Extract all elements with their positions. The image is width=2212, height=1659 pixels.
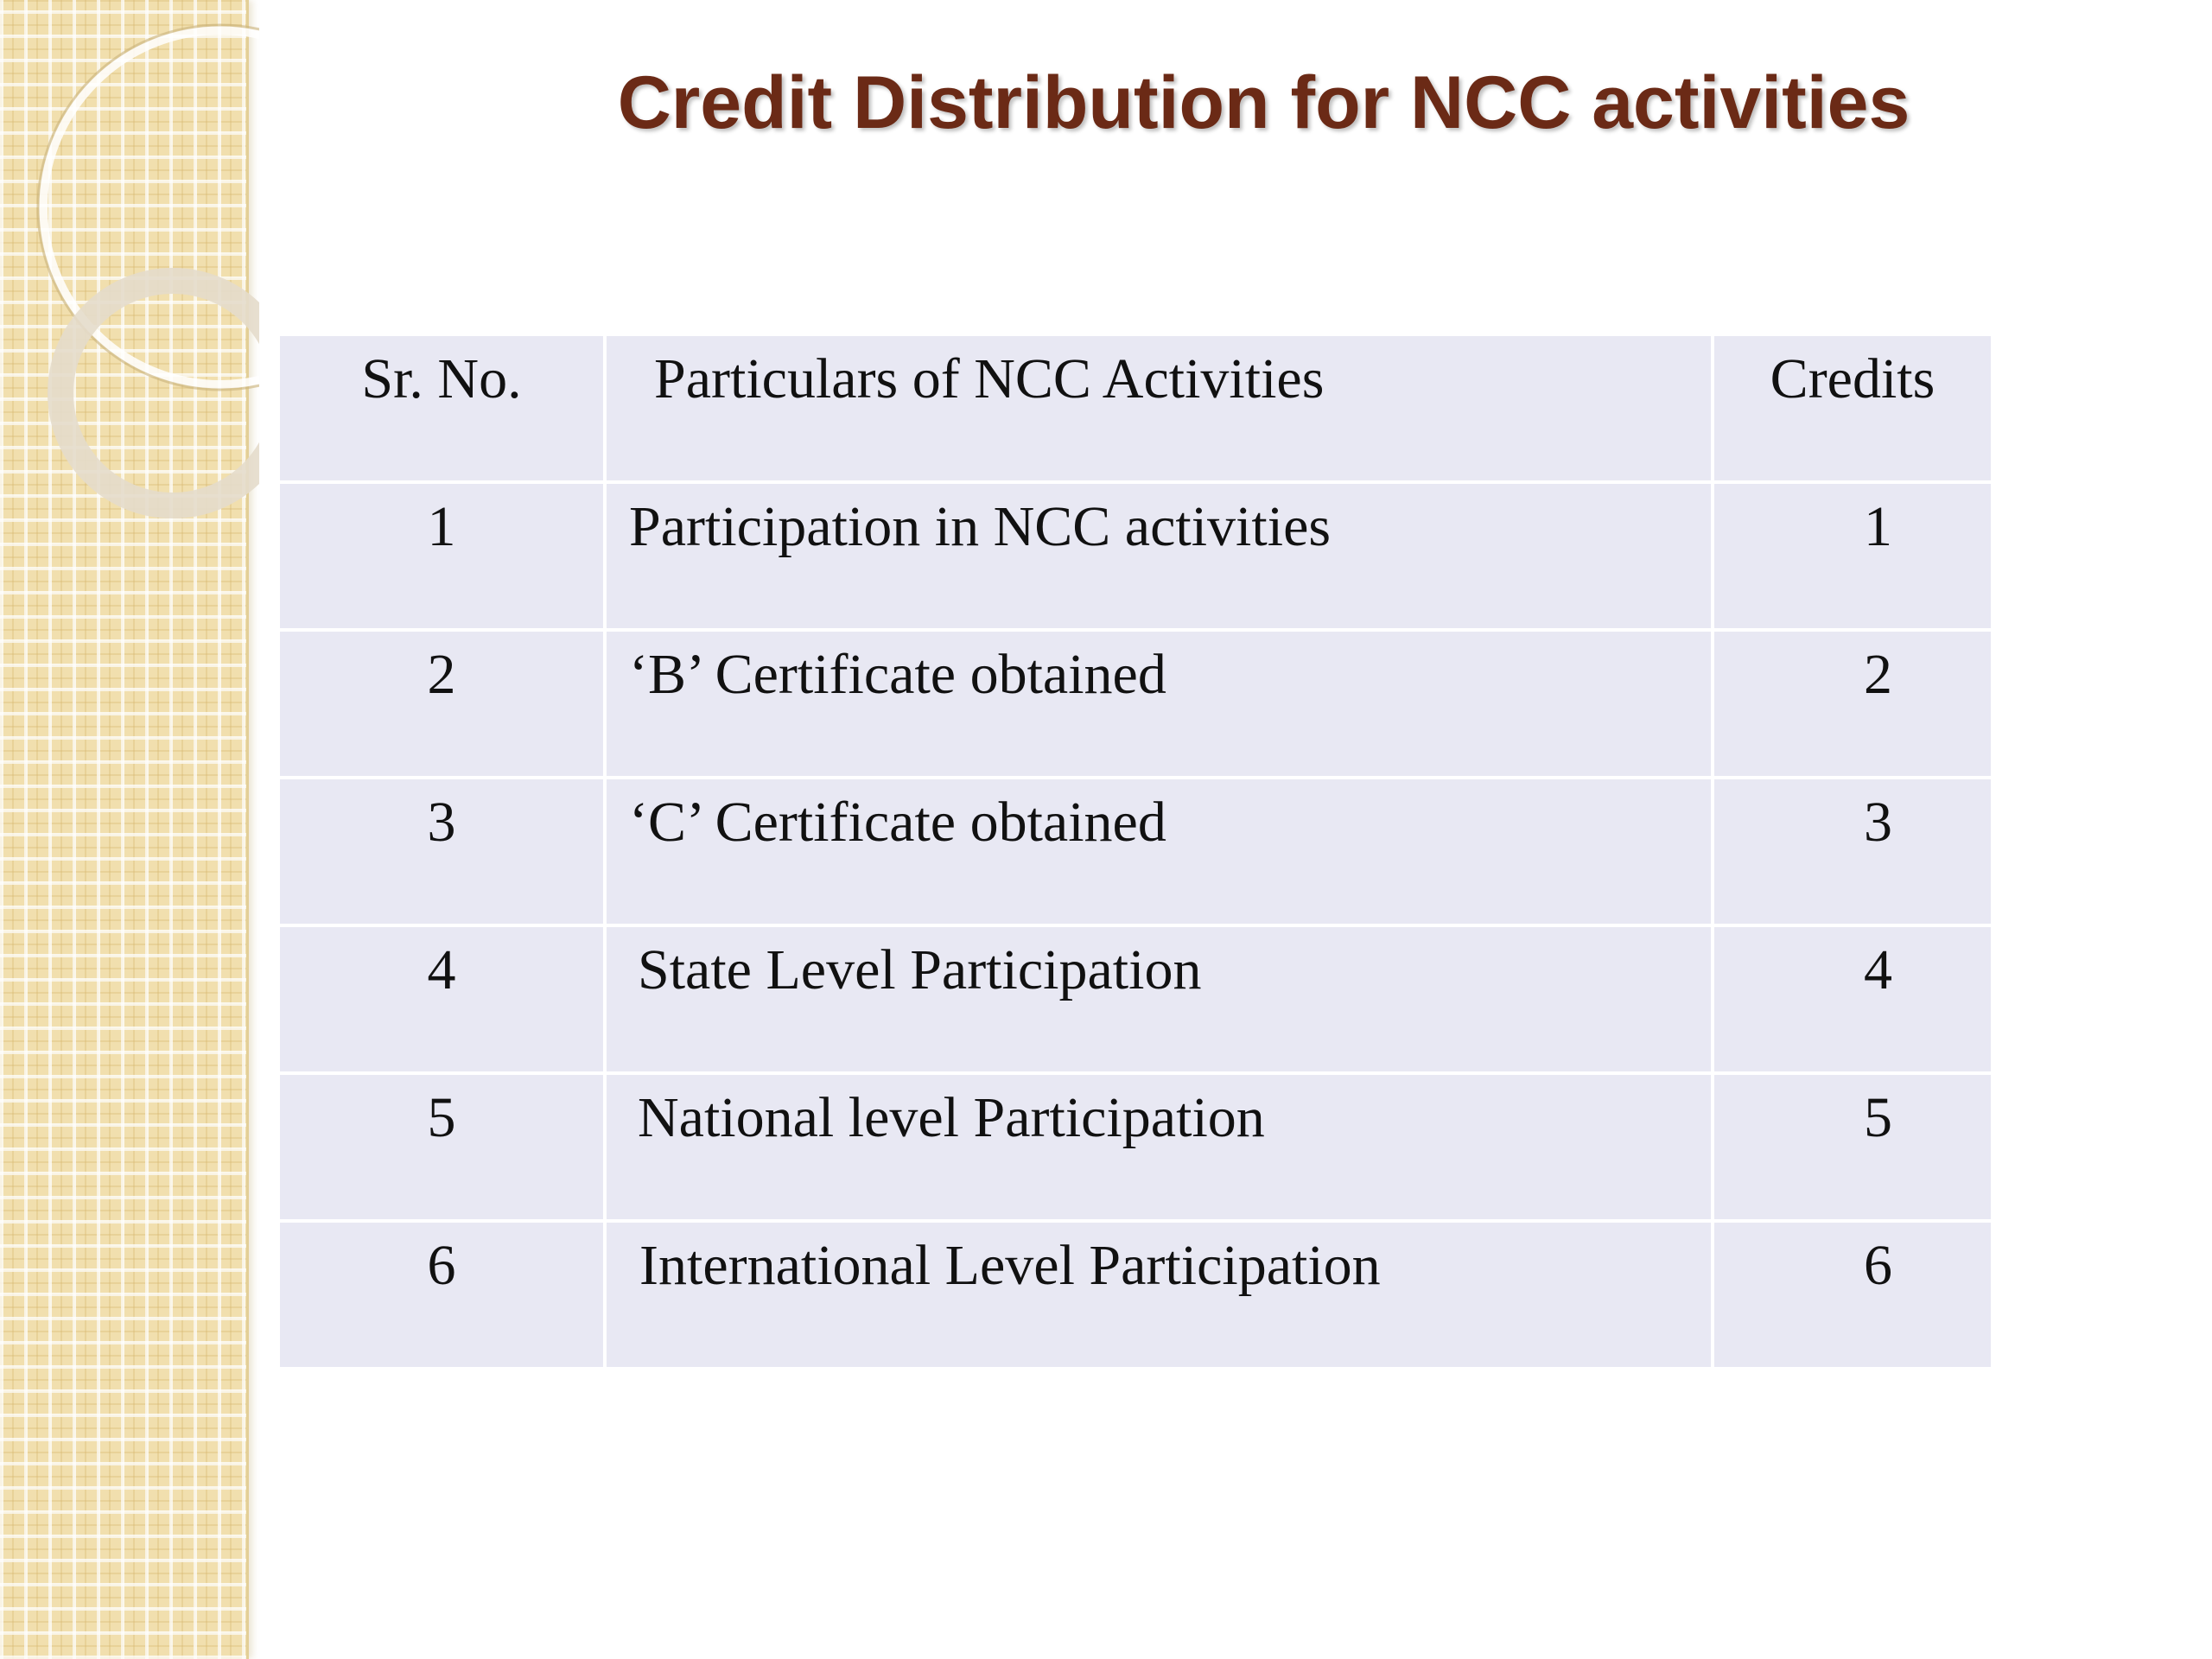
table-row <box>278 1221 1993 1369</box>
cell-credits: 1 <box>1713 482 1993 630</box>
table-row <box>278 630 1993 778</box>
table-row <box>278 925 1993 1073</box>
cell-sr-no: 4 <box>278 925 605 1073</box>
small-ring <box>60 281 259 505</box>
cell-particular: ‘C’ Certificate obtained <box>605 778 1713 925</box>
table-row <box>278 482 1993 630</box>
cell-sr-no: 1 <box>278 482 605 630</box>
cell-sr-no: 3 <box>278 778 605 925</box>
table-header-row <box>278 334 1993 482</box>
cell-credits: 5 <box>1713 1073 1993 1221</box>
cell-credits: 2 <box>1713 630 1993 778</box>
cell-sr-no: 2 <box>278 630 605 778</box>
header-credits: Credits <box>1713 334 1993 482</box>
cell-particular: Participation in NCC activities <box>605 482 1713 630</box>
cell-particular: International Level Participation <box>605 1221 1713 1369</box>
header-sr-no: Sr. No. <box>278 334 605 482</box>
table-row <box>278 778 1993 925</box>
cell-sr-no: 6 <box>278 1221 605 1369</box>
cell-credits: 3 <box>1713 778 1993 925</box>
cell-credits: 4 <box>1713 925 1993 1073</box>
cell-particular: State Level Participation <box>605 925 1713 1073</box>
cell-sr-no: 5 <box>278 1073 605 1221</box>
header-particulars: Particulars of NCC Activities <box>605 334 1713 482</box>
decorative-rings <box>0 0 259 553</box>
table-row <box>278 1073 1993 1221</box>
cell-particular: ‘B’ Certificate obtained <box>605 630 1713 778</box>
cell-credits: 6 <box>1713 1221 1993 1369</box>
cell-particular: National level Participation <box>605 1073 1713 1221</box>
credit-table <box>276 333 1936 1370</box>
slide-title: Credit Distribution for NCC activities <box>617 61 1910 144</box>
